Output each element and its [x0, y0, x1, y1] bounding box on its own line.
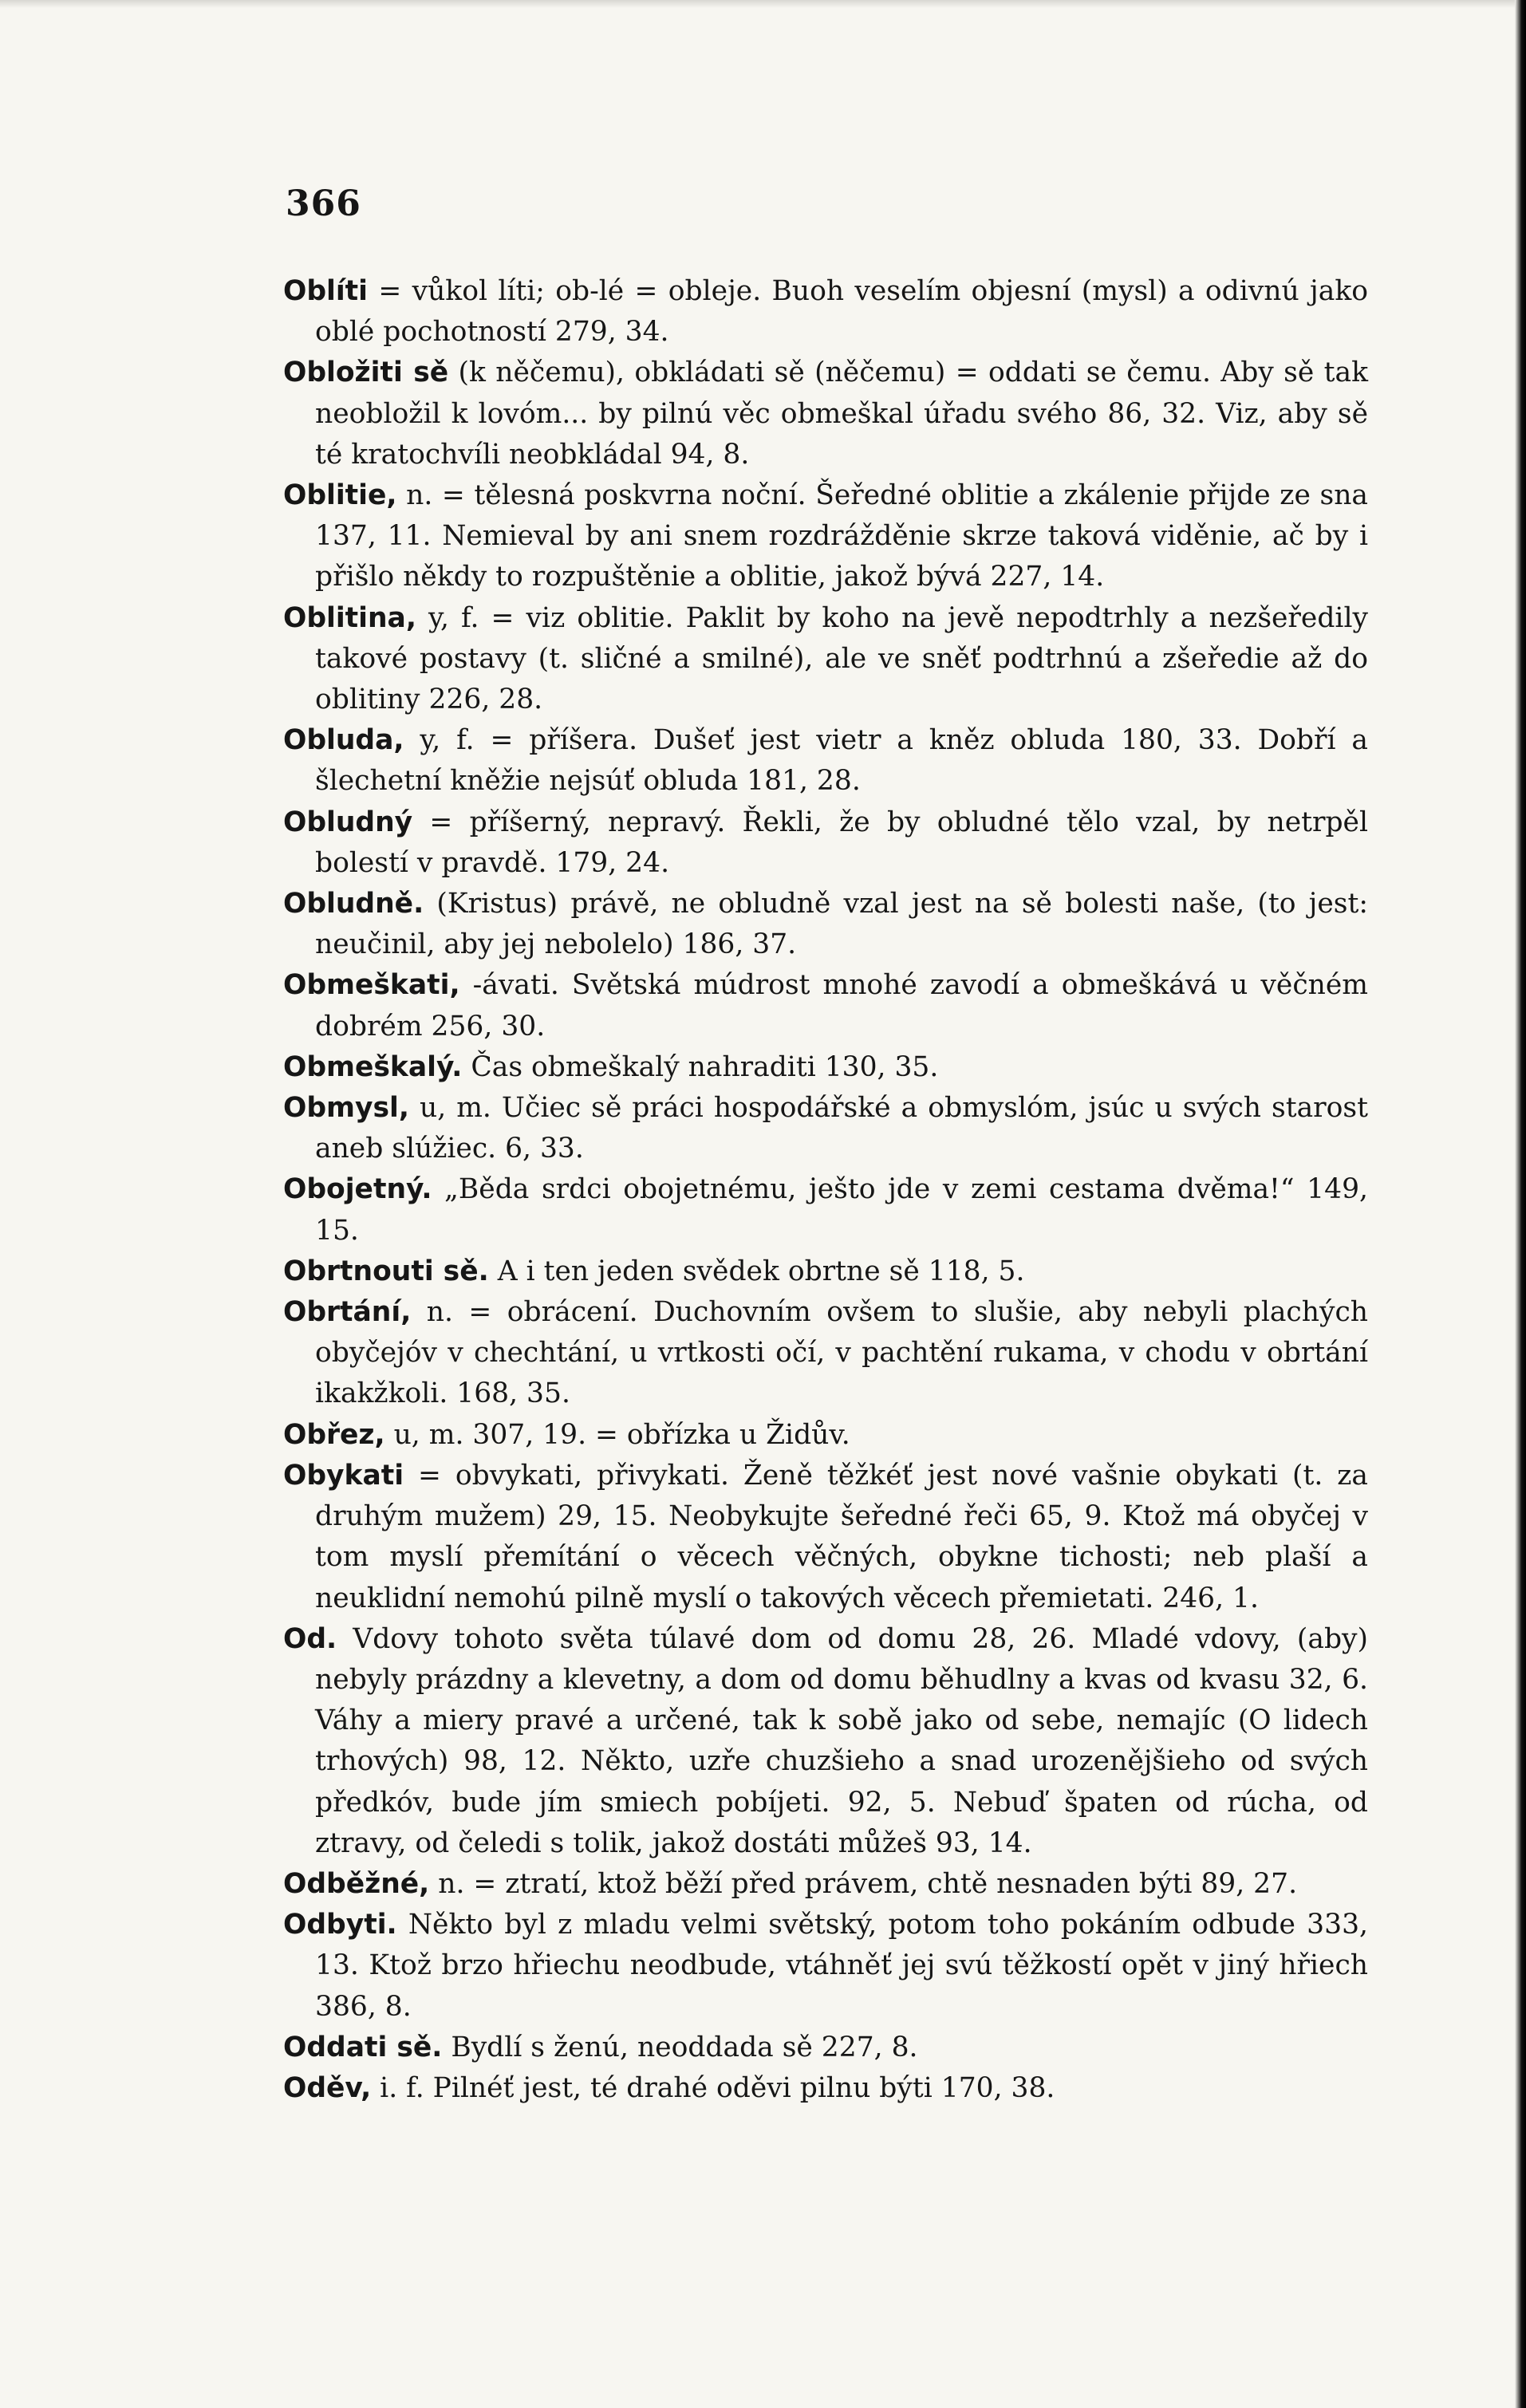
- headword: Obložiti sě: [283, 357, 449, 389]
- entry-text: Bydlí s ženú, neoddada sě 227, 8.: [442, 2031, 918, 2063]
- entry-text: Vdovy tohoto světa túlavé dom od domu 28, 26. Mladé vdovy, (aby) nebyly prázdny a klevetny, a dom od domu běhudlny a kvas od kvasu 32, 6. Váhy a miery pravé a určené, tak k sobě jako od sebe, nemajíc (O lidech trhových) 98, 12. Někto, uzře chuzšieho a snad urozenějšieho od svých předkóv, bude jím smiech pobíjeti. 92, 5. Nebuď špaten od rúcha, od ztravy, od čeledi s tolik, jakož dostáti můžeš 93, 14.: [315, 1622, 1368, 1859]
- scan-edge: [1515, 0, 1526, 2408]
- entry-text: u, m. Učiec sě práci hospodářské a obmyslóm, jsúc u svých starost aneb slúžiec. 6, 33.: [315, 1092, 1368, 1165]
- headword: Oblíti: [283, 275, 368, 307]
- dictionary-entry: [283, 598, 1368, 721]
- dictionary-entry: [283, 1088, 1368, 1169]
- headword: Od.: [283, 1622, 337, 1655]
- entry-text: i. f. Pilnéť jest, té drahé oděvi pilnu býti 170, 38.: [371, 2071, 1055, 2104]
- dictionary-entry: [283, 1619, 1368, 1864]
- headword: Obykati: [283, 1459, 404, 1492]
- dictionary-entry: [283, 1415, 1368, 1456]
- entry-text: n. = tělesná poskvrna noční. Šeředné oblitie a zkálenie přijde ze sna 137, 11. Nemieval by ani snem rozdrážděnie skrze taková viděnie, ač by i přišlo někdy to rozpuštěnie a oblitie, jakož bývá 227, 14.: [315, 479, 1368, 593]
- entry-text: Někto byl z mladu velmi světský, potom toho pokáním odbude 333, 13. Ktož brzo hřiechu neodbude, vtáhněť jej svú těžkostí opět v jiný hřiech 386, 8.: [315, 1909, 1368, 2023]
- entry-text: Čas obmeškalý nahraditi 130, 35.: [462, 1050, 939, 1083]
- scan-shadow: [0, 0, 1526, 8]
- headword: Oděv,: [283, 2071, 372, 2104]
- dictionary-entry: [283, 1251, 1368, 1292]
- dictionary-entry: [283, 884, 1368, 965]
- dictionary-entry: [283, 1864, 1368, 1905]
- dictionary-entry: [283, 475, 1368, 598]
- headword: Obrtnouti sě.: [283, 1255, 489, 1287]
- headword: Obmeškati,: [283, 969, 460, 1002]
- entry-text: A i ten jeden svědek obrtne sě 118, 5.: [488, 1255, 1025, 1287]
- dictionary-entry: [283, 2068, 1368, 2109]
- entry-text: (Kristus) právě, ne obludně vzal jest na sě bolesti naše, (to jest: neučinil, aby jej nebolelo) 186, 37.: [315, 888, 1368, 961]
- entry-text: (k něčemu), obkládati sě (něčemu) = oddati se čemu. Aby sě tak neobložil k lovóm... by pilnú věc obmeškal úřadu svého 86, 32. Viz, aby sě té kratochvíli neobkládal 94, 8.: [315, 357, 1368, 471]
- dictionary-entries: [283, 271, 1368, 2109]
- dictionary-entry: [283, 720, 1368, 802]
- headword: Obojetný.: [283, 1173, 432, 1206]
- dictionary-entry: [283, 1292, 1368, 1415]
- dictionary-entry: [283, 802, 1368, 884]
- headword: Obmysl,: [283, 1092, 409, 1125]
- dictionary-entry: [283, 1169, 1368, 1251]
- headword: Obmeškalý.: [283, 1050, 463, 1083]
- headword: Obřez,: [283, 1418, 385, 1451]
- entry-text: = příšerný, nepravý. Řekli, že by obludné tělo vzal, by netrpěl bolestí v pravdě. 179, 24.: [315, 806, 1368, 879]
- dictionary-entry: [283, 271, 1368, 353]
- headword: Obludný: [283, 806, 413, 838]
- dictionary-entry: [283, 1047, 1368, 1088]
- entry-text: -ávati. Světská múdrost mnohé zavodí a obmeškává u věčném dobrém 256, 30.: [315, 969, 1368, 1042]
- dictionary-entry: [283, 2028, 1368, 2068]
- headword: Odběžné,: [283, 1867, 430, 1900]
- headword: Obludně.: [283, 888, 424, 920]
- entry-text: = vůkol líti; ob-lé = obleje. Buoh veselím objesní (mysl) a odivnú jako oblé pochotností 279, 34.: [315, 275, 1368, 349]
- entry-text: „Běda srdci obojetnému, ješto jde v zemi cestama dvěma!“ 149, 15.: [315, 1173, 1368, 1247]
- entry-text: y, f. = příšera. Dušeť jest vietr a kněz obluda 180, 33. Dobří a šlechetní kněžie nejsúť obluda 181, 28.: [315, 724, 1368, 798]
- entry-text: = obvykati, přivykati. Ženě těžkéť jest nové vašnie obykati (t. za druhým mužem) 29, 15. Neobykujte šeředné řeči 65, 9. Ktož má obyčej v tom myslí přemítání o věcech věčných, obykne tichosti; neb plaší a neuklidní nemohú pilně myslí o takových věcech přemietati. 246, 1.: [315, 1459, 1368, 1614]
- page-number: 366: [286, 183, 361, 224]
- headword: Oblitie,: [283, 479, 397, 512]
- dictionary-entry: [283, 965, 1368, 1046]
- entry-text: n. = ztratí, ktož běží před právem, chtě nesnaden býti 89, 27.: [429, 1867, 1298, 1900]
- dictionary-entry: [283, 353, 1368, 475]
- headword: Oddati sě.: [283, 2031, 443, 2063]
- headword: Obrtání,: [283, 1296, 412, 1329]
- entry-text: u, m. 307, 19. = obřízka u Židův.: [384, 1418, 850, 1451]
- dictionary-entry: [283, 1905, 1368, 2028]
- headword: Obluda,: [283, 724, 404, 757]
- entry-text: y, f. = viz oblitie. Paklit by koho na jevě nepodtrhly a nezšeředily takové postavy (t. sličné a smilné), ale ve sněť podtrhnú a zšeředie až do oblitiny 226, 28.: [315, 601, 1368, 716]
- headword: Odbyti.: [283, 1909, 397, 1941]
- headword: Oblitina,: [283, 601, 416, 634]
- entry-text: n. = obrácení. Duchovním ovšem to slušie, aby nebyli plachých obyčejóv v chechtání, u vrtkosti očí, v pachtění rukama, v chodu v obrtání ikakžkoli. 168, 35.: [315, 1296, 1368, 1410]
- dictionary-entry: [283, 1456, 1368, 1619]
